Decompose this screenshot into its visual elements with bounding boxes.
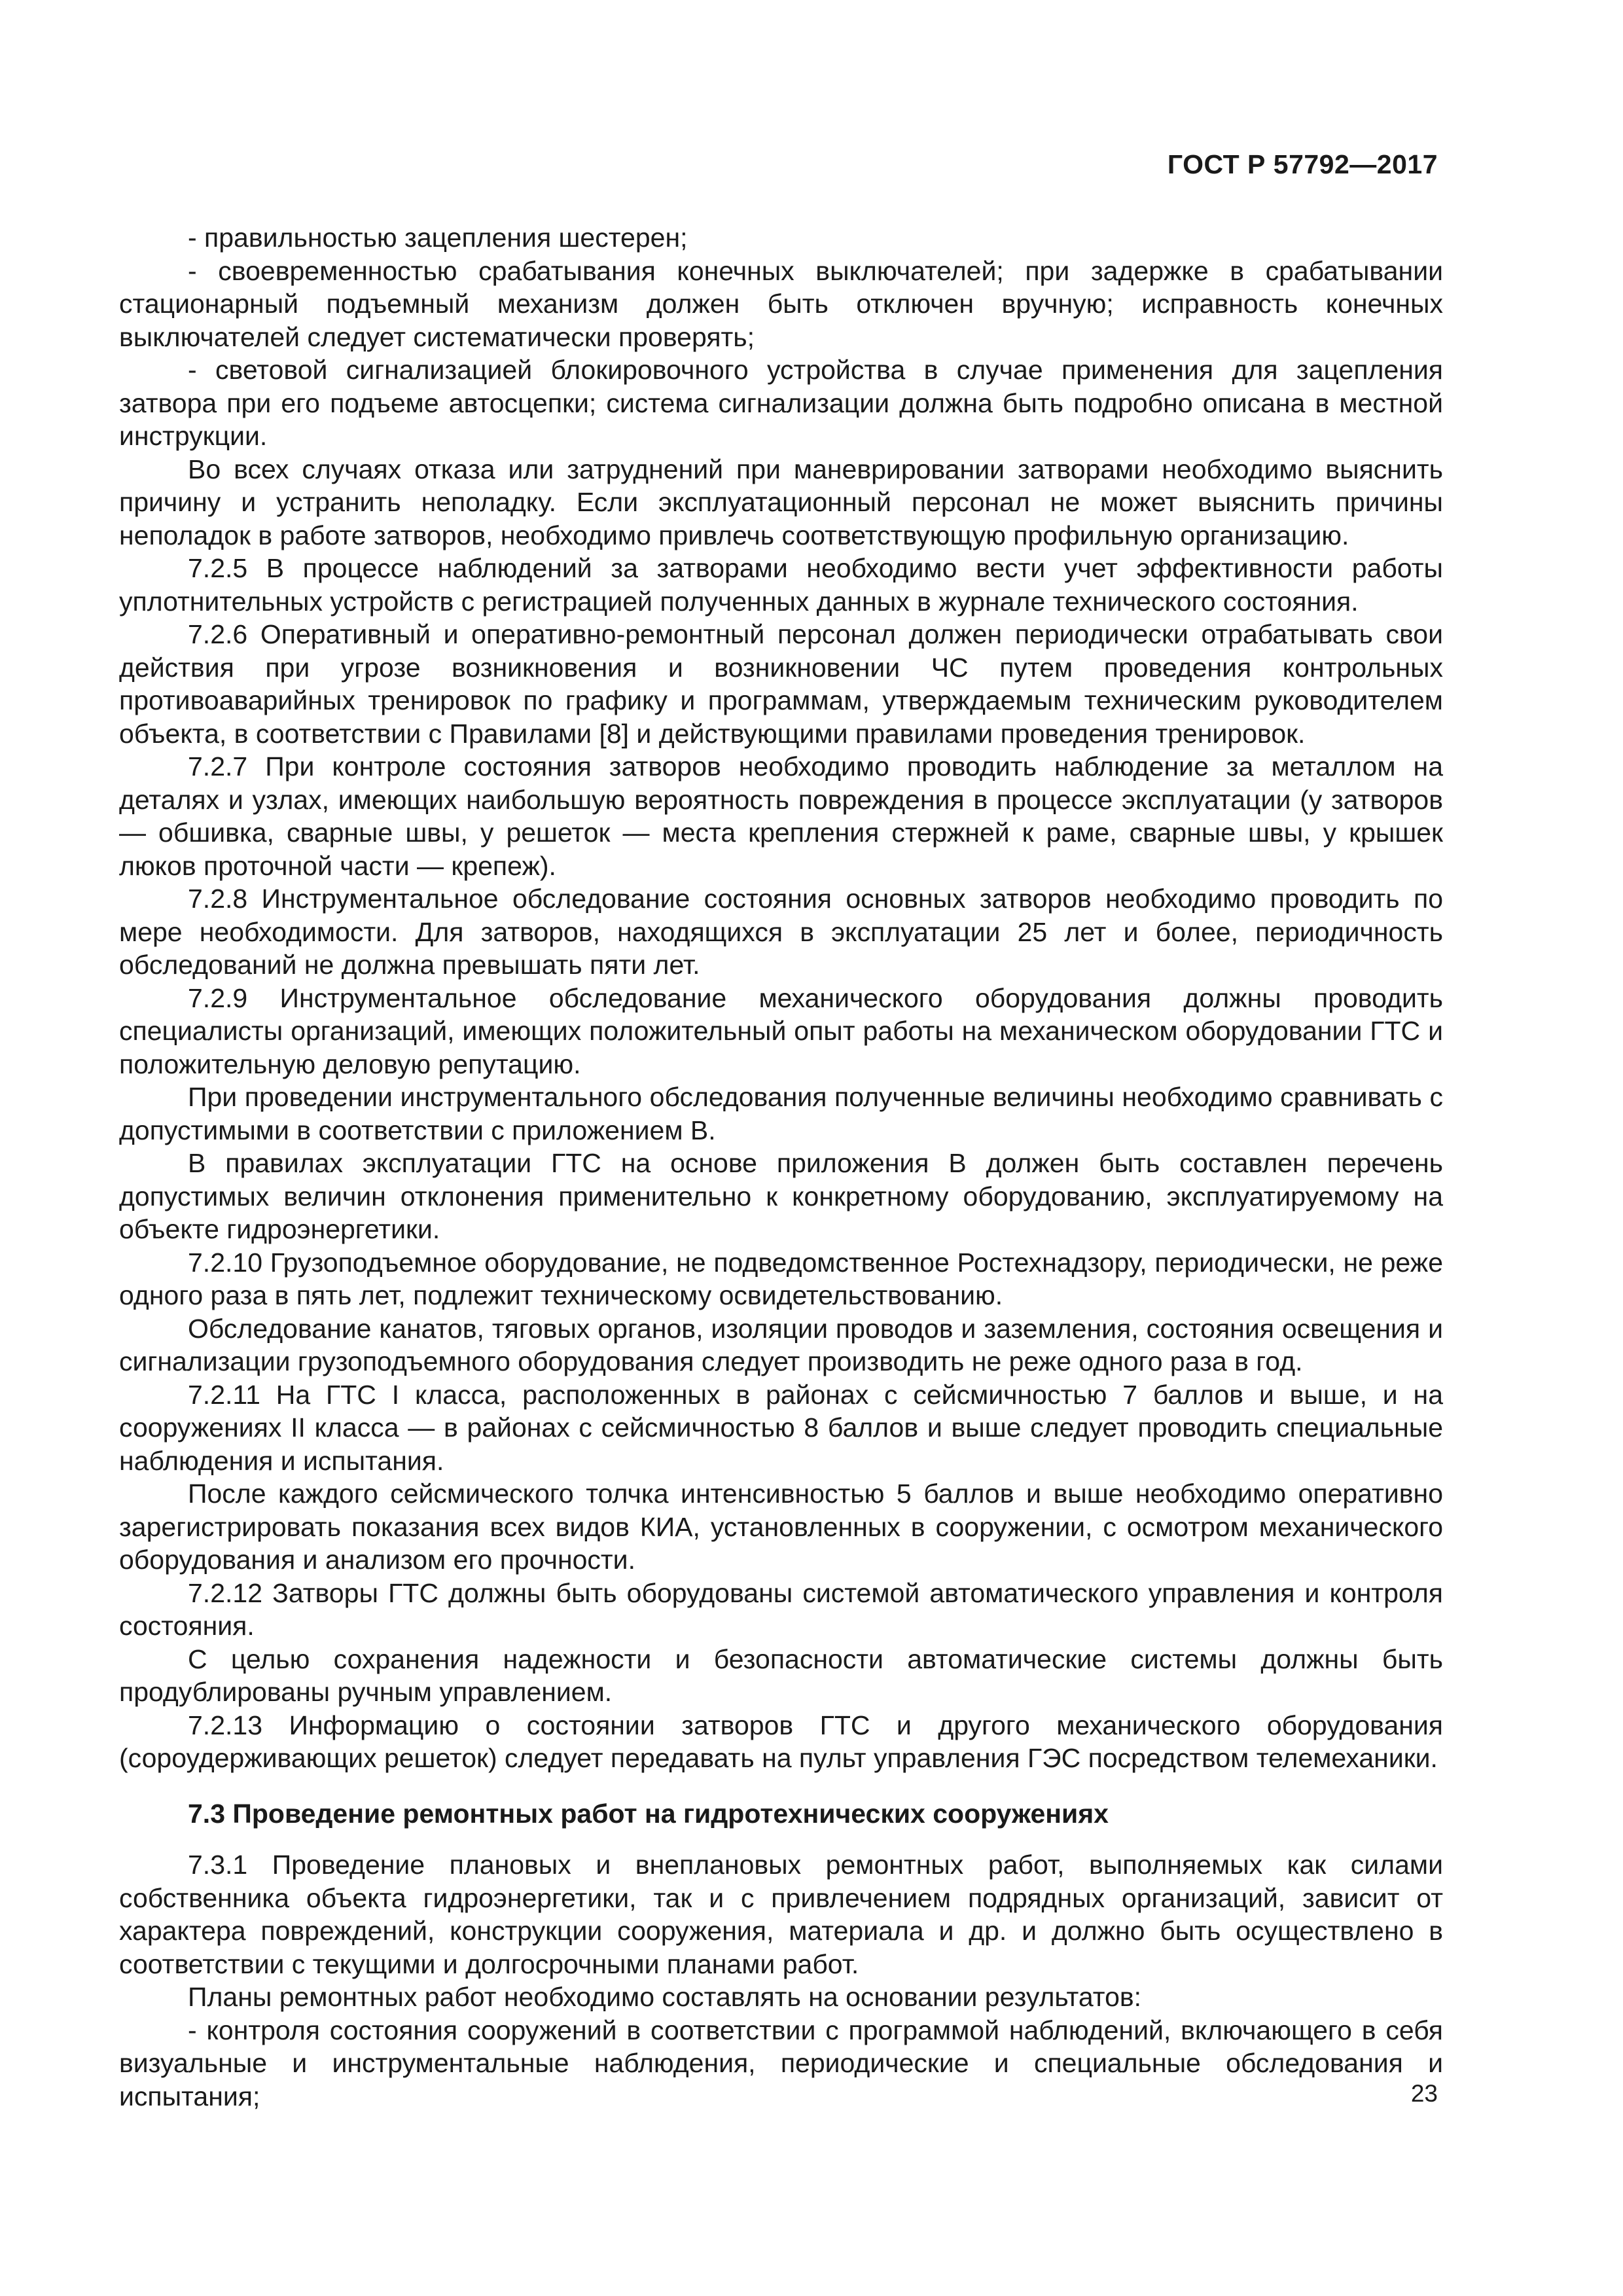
section-heading: 7.3 Проведение ремонтных работ на гидротехнических сооружениях: [188, 1798, 1109, 1829]
paragraph: 7.2.13 Информацию о состоянии затворов ГТС и другого механического оборудования (сороудерживающих решеток) следует передавать на пульт управления ГЭС посредством телемеханики.: [119, 1710, 1443, 1773]
paragraph: 7.2.8 Инструментальное обследование состояния основных затворов необходимо проводить по мере необходимости. Для затворов, находящихся в эксплуатации 25 лет и более, периодичность обследований не должна превышать пяти лет.: [119, 884, 1443, 980]
page-number: 23: [1410, 2080, 1438, 2107]
paragraph: - световой сигнализацией блокировочного устройства в случае применения для зацепления затвора при его подъеме автосцепки; система сигнализации должна быть подробно описана в местной инструкции.: [119, 355, 1443, 451]
paragraph: Планы ремонтных работ необходимо составлять на основании результатов:: [188, 1982, 1142, 2012]
paragraph: В правилах эксплуатации ГТС на основе приложения В должен быть составлен перечень допустимых величин отклонения применительно к конкретному оборудованию, эксплуатируемому на объекте гидроэнергетики.: [119, 1148, 1443, 1244]
paragraph: 7.2.7 При контроле состояния затворов необходимо проводить наблюдение за металлом на деталях и узлах, имеющих наибольшую вероятность повреждения в процессе эксплуатации (у затворов — обшивка, сварные швы, у решеток — места крепления стержней к раме, сварные швы, у крышек люков проточной части — крепеж).: [119, 751, 1443, 881]
document-code: ГОСТ Р 57792—2017: [1167, 149, 1438, 179]
paragraph: С целью сохранения надежности и безопасности автоматические системы должны быть продублированы ручным управлением.: [119, 1643, 1443, 1707]
paragraph: 7.2.10 Грузоподъемное оборудование, не подведомственное Ростехнадзору, периодически, не реже одного раза в пять лет, подлежит техническому освидетельствованию.: [119, 1247, 1443, 1310]
paragraph: - контроля состояния сооружений в соответствии с программой наблюдений, включающего в себя визуальные и инструментальные наблюдения, периодические и специальные обследования и испытания;: [119, 2015, 1443, 2111]
paragraph: - своевременностью срабатывания конечных выключателей; при задержке в срабатывании стационарный подъемный механизм должен быть отключен вручную; исправность конечных выключателей следует систематически проверять;: [119, 255, 1443, 352]
paragraph: 7.2.12 Затворы ГТС должны быть оборудованы системой автоматического управления и контроля состояния.: [119, 1577, 1443, 1641]
paragraph: - правильностью зацепления шестерен;: [188, 223, 688, 253]
paragraph: Во всех случаях отказа или затруднений при маневрировании затворами необходимо выяснить причину и устранить неполадку. Если эксплуатационный персонал не может выяснить причины неполадок в работе затворов, необходимо привлечь соответствующую профильную организацию.: [119, 454, 1443, 550]
paragraph: 7.3.1 Проведение плановых и внеплановых ремонтных работ, выполняемых как силами собственника объекта гидроэнергетики, так и с привлечением подрядных организаций, зависит от характера повреждений, конструкции сооружения, материала и др. и должно быть осуществлено в соответствии с текущими и долгосрочными планами работ.: [119, 1850, 1443, 1979]
paragraph: После каждого сейсмического толчка интенсивностью 5 баллов и выше необходимо оперативно зарегистрировать показания всех видов КИА, установленных в сооружении, с осмотром механического оборудования и анализом его прочности.: [119, 1479, 1443, 1575]
document-body: [119, 221, 1443, 2113]
paragraph: 7.2.6 Оперативный и оперативно-ремонтный персонал должен периодически отрабатывать свои действия при угрозе возникновения и возникновении ЧС путем проведения контрольных противоаварийных тренировок по графику и программам, утверждаемым техническим руководителем объекта, в соответствии с Правилами [8] и действующими правилами проведения тренировок.: [119, 619, 1443, 749]
paragraph: 7.2.11 На ГТС I класса, расположенных в районах с сейсмичностью 7 баллов и выше, и на сооружениях II класса — в районах с сейсмичностью 8 баллов и выше следует проводить специальные наблюдения и испытания.: [119, 1379, 1443, 1476]
paragraph: 7.2.5 В процессе наблюдений за затворами необходимо вести учет эффективности работы уплотнительных устройств с регистрацией полученных данных в журнале технического состояния.: [119, 553, 1443, 617]
paragraph: 7.2.9 Инструментальное обследование механического оборудования должны проводить специалисты организаций, имеющих положительный опыт работы на механическом оборудовании ГТС и положительную деловую репутацию.: [119, 982, 1443, 1079]
paragraph: Обследование канатов, тяговых органов, изоляции проводов и заземления, состояния освещения и сигнализации грузоподъемного оборудования следует производить не реже одного раза в год.: [119, 1313, 1443, 1376]
paragraph: При проведении инструментального обследования полученные величины необходимо сравнивать с допустимыми в соответствии с приложением В.: [119, 1082, 1443, 1145]
